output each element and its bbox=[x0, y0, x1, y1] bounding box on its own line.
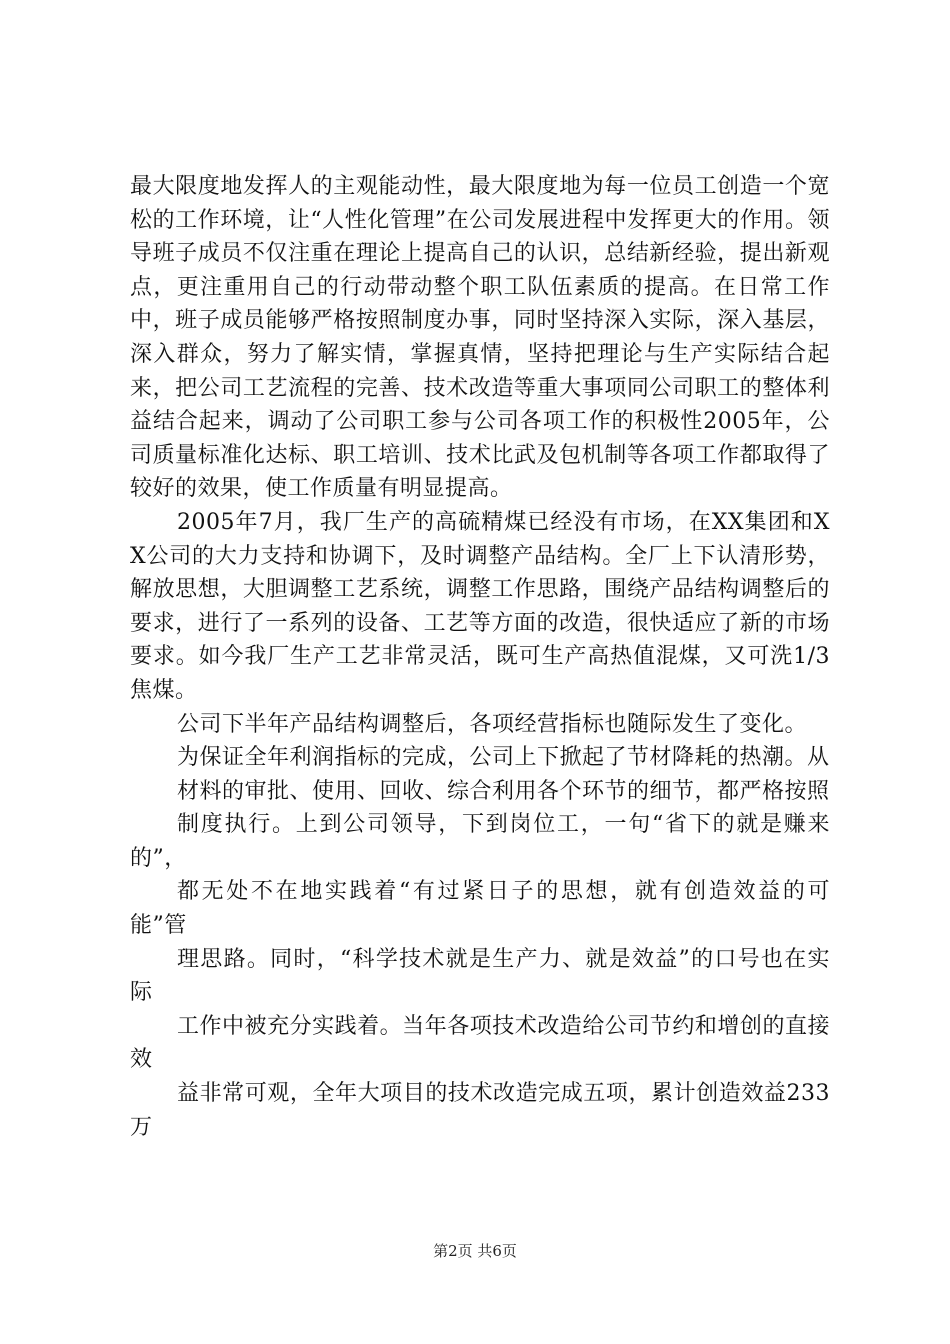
page-number-footer: 第2页 共6页 bbox=[433, 1242, 517, 1260]
paragraph: 公司下半年产品结构调整后，各项经营指标也随际发生了变化。 bbox=[177, 711, 808, 737]
paragraph: 工作中被充分实践着。当年各项技术改造给公司节约和增创的直接效 bbox=[130, 1013, 830, 1073]
paragraph: 2005年7月，我厂生产的高硫精煤已经没有市场，在XX集团和XX公司的大力支持和协调下，及时调整产品结构。全厂上下认清形势，解放思想，大胆调整工艺系统，调整工作思路，围绕产品结构调整后的要求，进行了一系列的设备、工艺等方面的改造，很快适应了新的市场要求。如今我厂生产工艺非常灵活，既可生产高热值混煤，又可洗1/3焦煤。 bbox=[130, 509, 830, 703]
paragraph: 为保证全年利润指标的完成，公司上下掀起了节材降耗的热潮。从 bbox=[177, 745, 830, 771]
paragraph: 最大限度地发挥人的主观能动性，最大限度地为每一位员工创造一个宽松的工作环境，让“人性化管理”在公司发展进程中发挥更大的作用。领导班子成员不仅注重在理论上提高自己的认识，总结新经验，提出新观点，更注重用自己的行动带动整个职工队伍素质的提高。在日常工作中，班子成员能够严格按照制度办事，同时坚持深入实际，深入基层，深入群众，努力了解实情，掌握真情，坚持把理论与生产实际结合起来，把公司工艺流程的完善、技术改造等重大事项同公司职工的整体利益结合起来，调动了公司职工参与公司各项工作的积极性2005年，公司质量标准化达标、职工培训、技术比武及包机制等各项工作都取得了较好的效果，使工作质量有明显提高。 bbox=[130, 174, 830, 502]
paragraph: 材料的审批、使用、回收、综合利用各个环节的细节，都严格按照 bbox=[177, 778, 830, 804]
paragraph: 制度执行。上到公司领导，下到岗位工，一句“省下的就是赚来的”， bbox=[130, 812, 830, 871]
paragraph: 益非常可观，全年大项目的技术改造完成五项，累计创造效益233万 bbox=[130, 1081, 830, 1140]
document-body bbox=[130, 170, 830, 1144]
paragraph: 都无处不在地实践着“有过紧日子的思想，就有创造效益的可能”管 bbox=[130, 879, 830, 939]
paragraph: 理思路。同时，“科学技术就是生产力、就是效益”的口号也在实际 bbox=[130, 946, 830, 1006]
